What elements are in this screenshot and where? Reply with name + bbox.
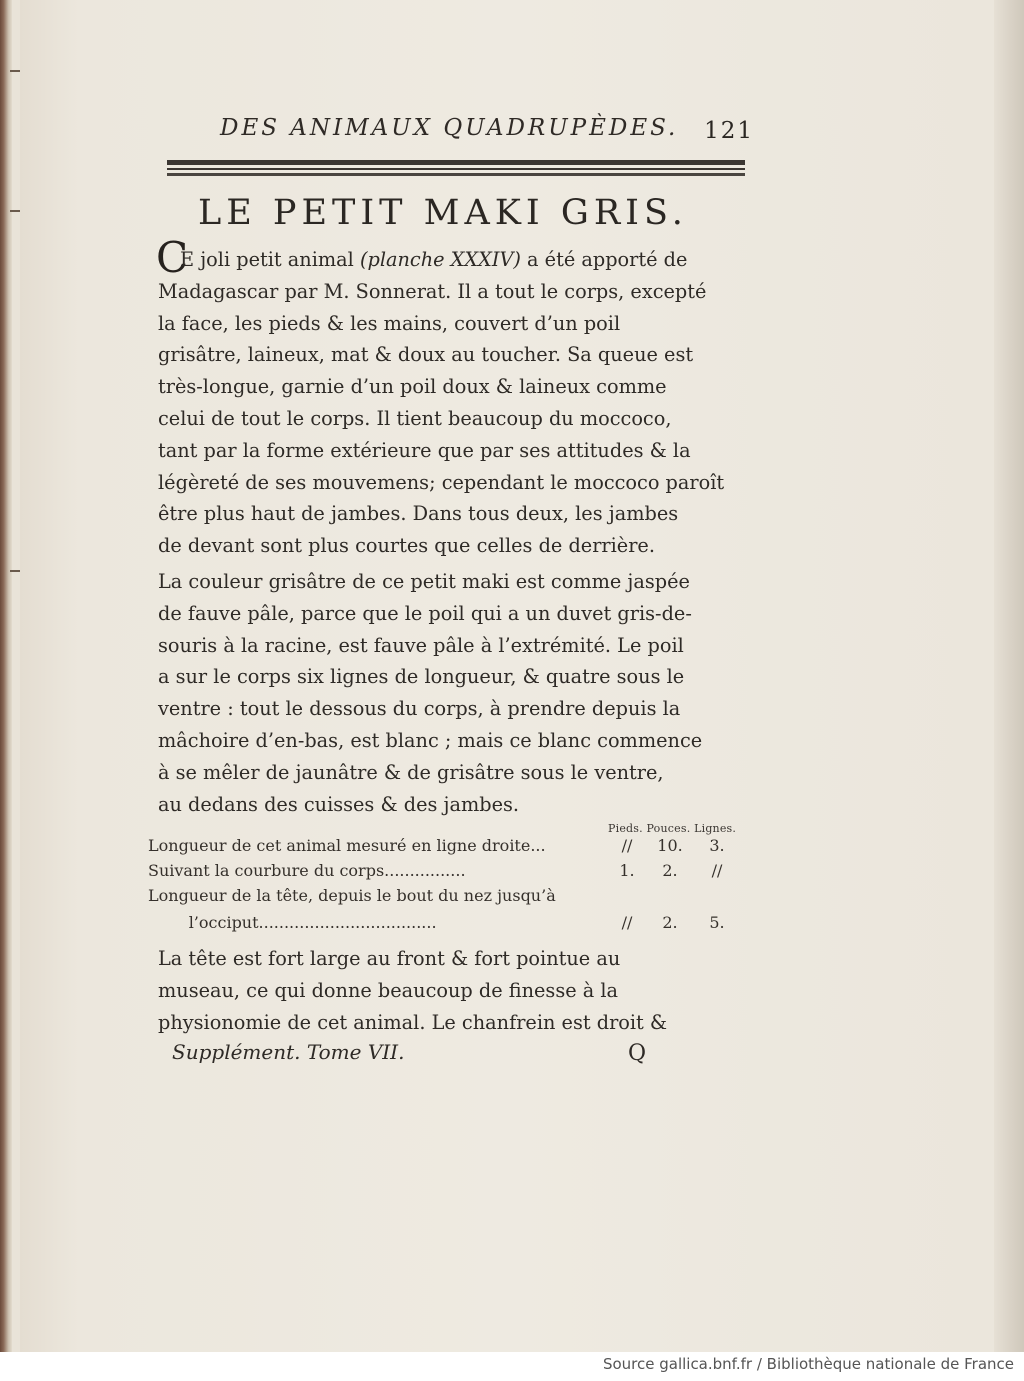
- measure-row: [148, 836, 738, 860]
- measure-pouces: 10.: [657, 836, 683, 855]
- measure-row: [148, 861, 738, 885]
- measure-table-header: [608, 822, 736, 835]
- measure-row: [148, 886, 738, 910]
- plate-reference: (planche XXXIV): [359, 248, 521, 271]
- signature-line: Supplément. Tome VII.: [172, 1040, 405, 1064]
- running-head: DES ANIMAUX QUADRUPÈDES.: [220, 115, 679, 141]
- source-credit: Source gallica.bnf.fr / Bibliothèque nationale de France: [602, 1355, 1014, 1373]
- head-rule-thin: [167, 168, 745, 170]
- measure-lignes: 5.: [709, 913, 725, 932]
- chapter-title: LE PETIT MAKI GRIS.: [198, 193, 688, 233]
- binding-thread: [10, 210, 20, 212]
- measure-label: Longueur de cet animal mesuré en ligne droite...: [148, 836, 546, 855]
- measure-pouces: 2.: [662, 861, 678, 880]
- header-lignes: Lignes.: [694, 822, 737, 835]
- measure-label: l’occiput...................................: [148, 913, 437, 932]
- head-rule-thick: [167, 160, 745, 165]
- header-pouces: Pouces.: [646, 822, 691, 835]
- measure-row: [148, 913, 738, 937]
- measure-pieds: //: [621, 913, 633, 932]
- paragraph-1: [158, 244, 753, 562]
- page-number: 121: [704, 118, 754, 144]
- measure-pouces: 2.: [662, 913, 678, 932]
- paragraph-3: La tête est fort large au front & fort pointue au museau, ce qui donne beaucoup de finesse à la physionomie de cet animal. Le chanfrein est droit &: [158, 947, 668, 1034]
- signature-mark: Q: [628, 1041, 647, 1066]
- binding-thread: [10, 570, 20, 572]
- measure-label: Longueur de la tête, depuis le bout du nez jusqu’à: [148, 886, 556, 905]
- head-rule-bottom: [167, 173, 745, 176]
- drop-capital: C: [156, 233, 189, 282]
- book-spine: [0, 0, 12, 1352]
- header-pieds: Pieds.: [608, 822, 643, 835]
- page-edge: [994, 0, 1024, 1352]
- measure-lignes: 3.: [709, 836, 725, 855]
- measure-lignes: //: [711, 861, 723, 880]
- measure-pieds: 1.: [619, 861, 635, 880]
- paragraph-1-lead: E joli petit animal: [180, 248, 360, 271]
- paragraph-2: La couleur grisâtre de ce petit maki est comme jaspée de fauve pâle, parce que le poil qui a un duvet gris-de- souris à la racine, est fauve pâle à l’extrémité. Le poil a sur le corps six lignes de longueur, & quatre sous le ventre : tout le dessous du corps, à prendre depuis la mâchoire d’en-bas, est blanc ; mais ce blanc commence à se mêler de jaunâtre & de grisâtre sous le ventre, au dedans des cuisses & des jambes.: [158, 570, 703, 816]
- paragraph-1-rest: a été apporté de Madagascar par M. Sonnerat. Il a tout le corps, excepté la face, les pieds & les mains, couvert d’un poil grisâtre, laineux, mat & doux au toucher. Sa queue est très-longue, garnie d’un poil doux & laineux comme celui de tout le corps. Il tient beaucoup du moccoco, tant par la forme extérieure que par ses attitudes & la légèreté de ses mouvemens; cependant le moccoco paroît être plus haut de jambes. Dans tous deux, les jambes de devant sont plus courtes que celles de derrière.: [158, 248, 725, 558]
- measure-label: Suivant la courbure du corps................: [148, 861, 466, 880]
- binding-thread: [10, 70, 20, 72]
- measure-pieds: //: [621, 836, 633, 855]
